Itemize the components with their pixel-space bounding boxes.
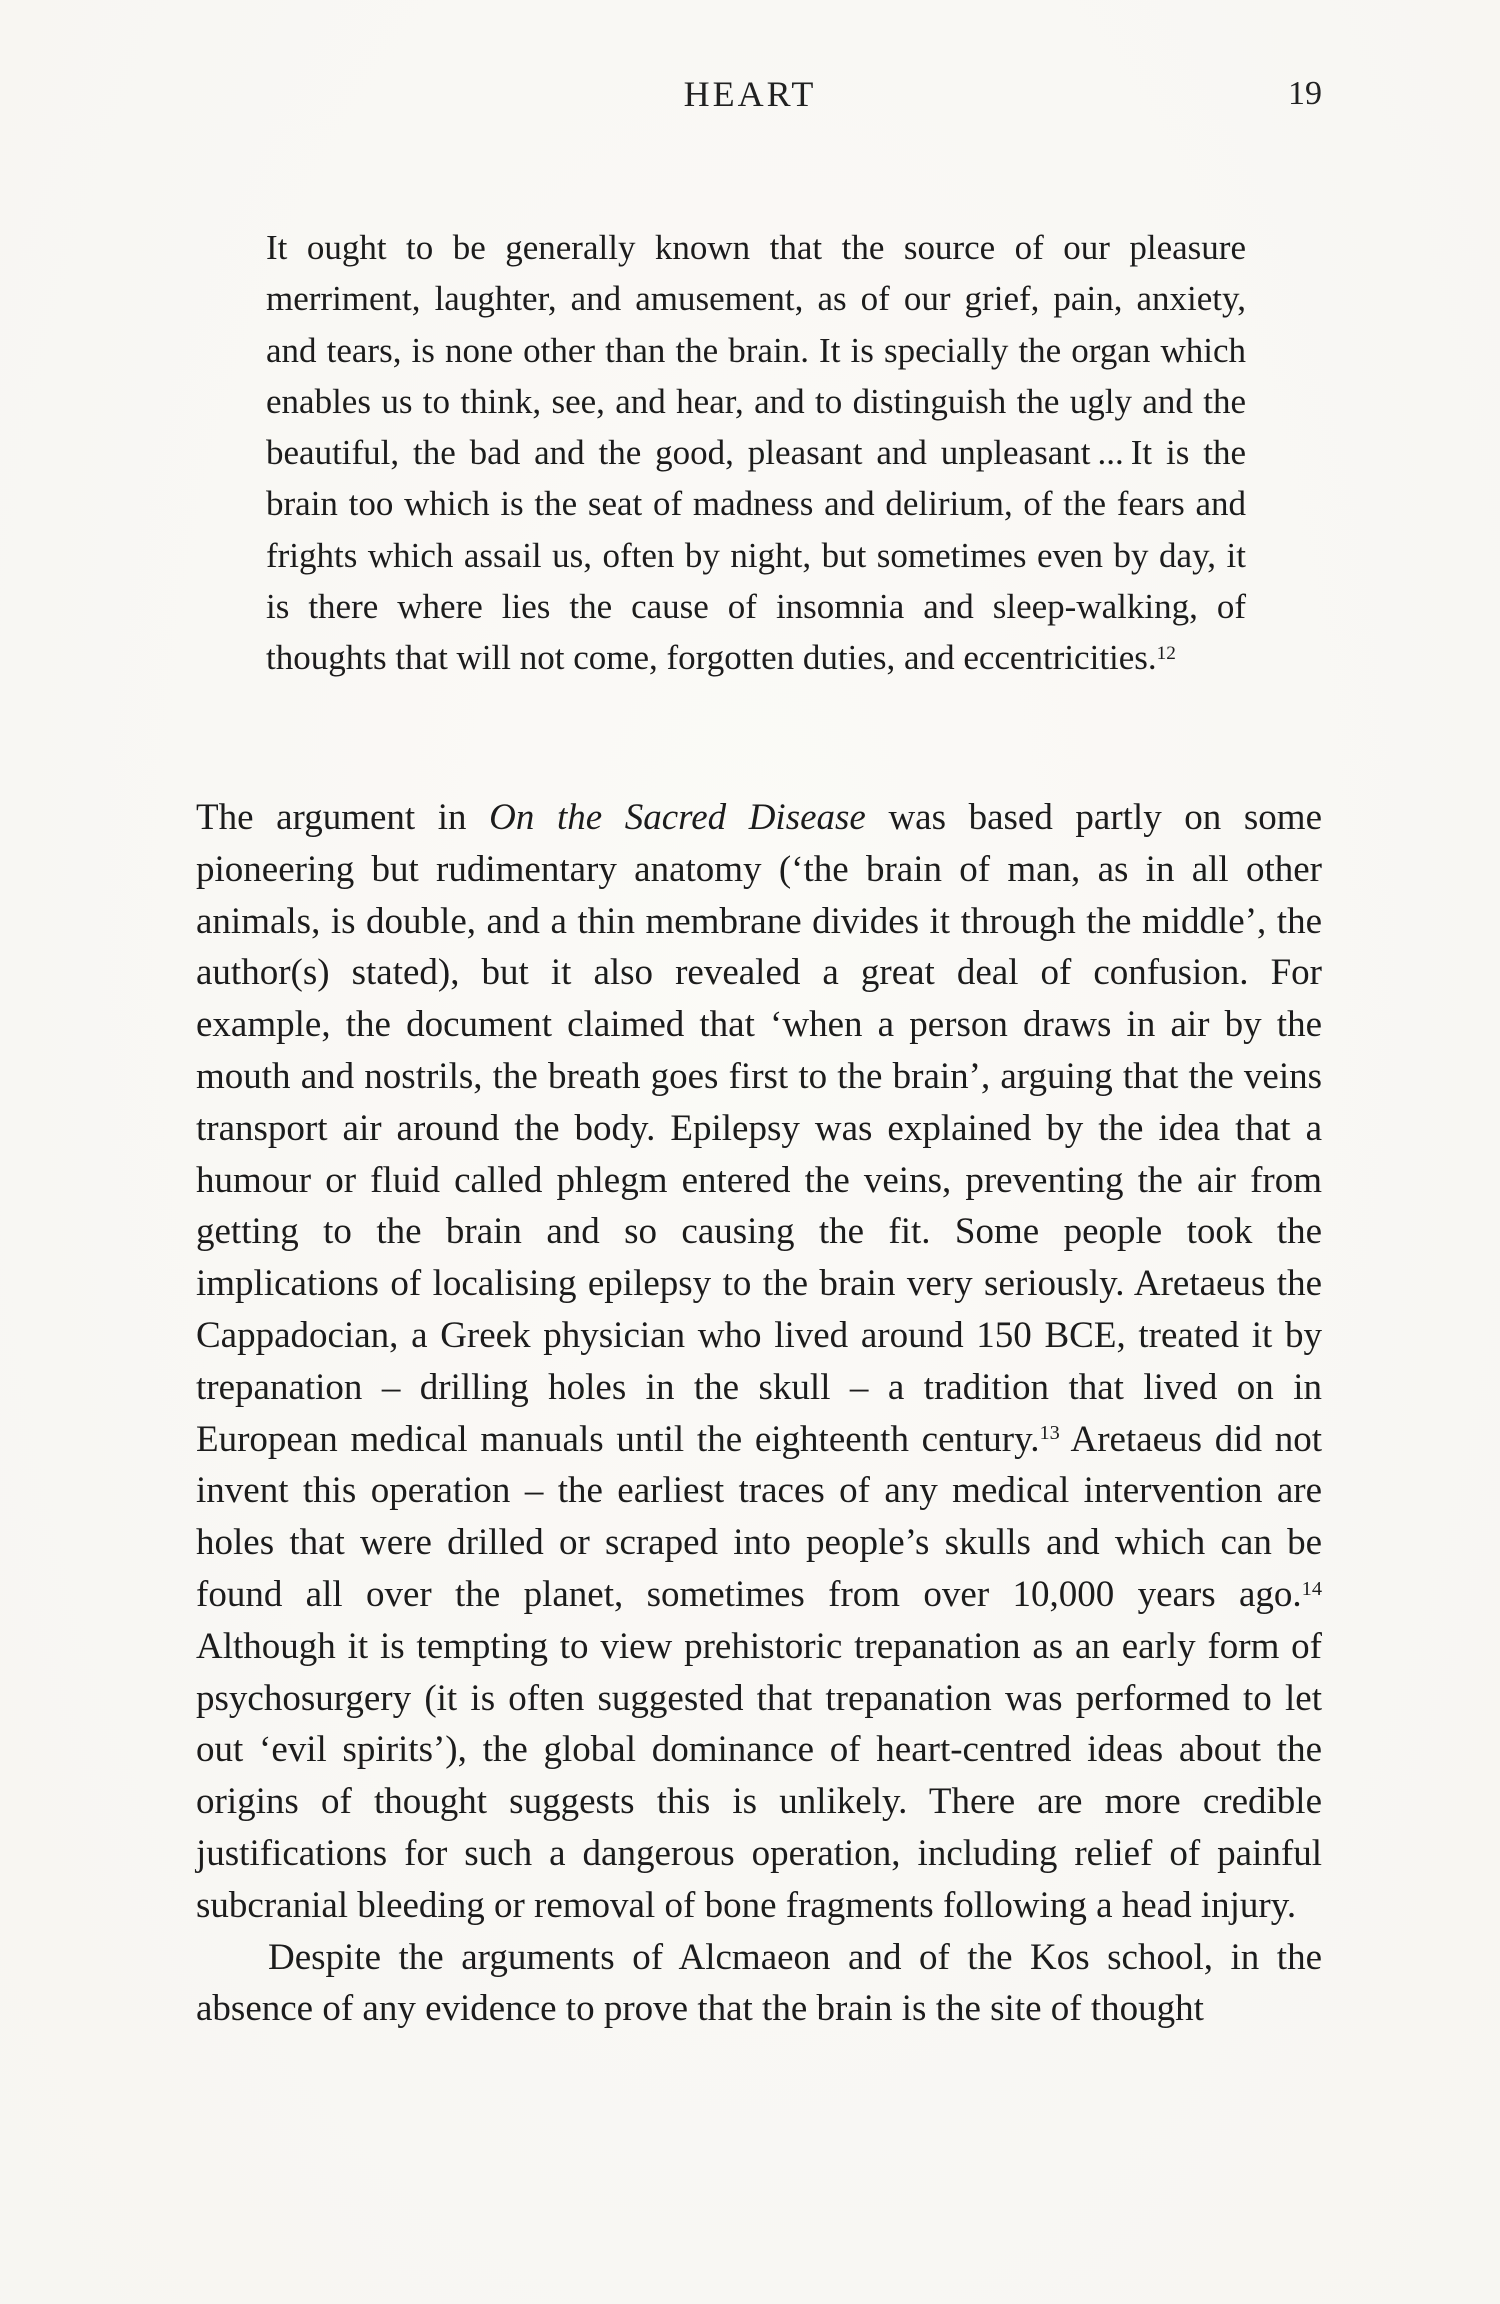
paragraph-text: was based partly on some pioneering but rudimentary anatomy (‘the brain of man, as in all other animals, is double, and a thin membrane divides it through the middle’, the author(s) stated), but it also revealed a great deal of confusion. For example, the document claimed that ‘when a person draws in air by the mouth and nostrils, the breath goes first to the brain’, arguing that the veins transport air around the body. Epilepsy was explained by the idea that a humour or fluid called phlegm entered the veins, preventing the air from getting to the brain and so causing the fit. Some people took the implications of localising epilepsy to the brain very seriously. Aretaeus the Cappadocian, a Greek physician who lived around 150 BCE, treated it by trepanation – drilling holes in the skull – a tradition that lived on in European medical manuals until the eighteenth century. [196,797,1322,1460]
paragraph-despite [196,1932,1322,2036]
block-quotation [266,222,1246,684]
paragraph-argument [196,792,1322,1932]
page-number: 19 [1288,75,1322,112]
running-head [0,72,1500,116]
quotation-text: It ought to be generally known that the source of our pleasure merriment, laughter, and amusement, as of our grief, pain, anxiety, and tears, is none other than the brain. It is specially the organ which enables us to think, see, and hear, and to distinguish the ugly and the beautiful, the bad and the good, pleasant and unpleasant ... It is the brain too which is the seat of madness and delirium, of the fears and frights which assail us, often by night, but sometimes even by day, it is there where lies the cause of insomnia and sleep-walking, of thoughts that will not come, forgotten duties, and eccentricities. [266,228,1246,678]
paragraph-text: The argument in [196,797,490,838]
footnote-ref-12: 12 [1156,642,1176,664]
body-text [196,792,1322,2035]
paragraph-text: Aretaeus did not invent this operation – the earliest traces of any medical intervention are holes that were drilled or scraped into people’s skulls and which can be found all over the planet, sometimes from over 10,000 years ago. [196,1418,1322,1615]
work-title: On the Sacred Disease [489,797,866,838]
running-head-title: HEART [683,74,817,114]
footnote-ref-13: 13 [1039,1422,1060,1445]
paragraph-text: Despite the arguments of Alcmaeon and of the Kos school, in the absence of any evidence to prove that the brain is the site of thought [196,1936,1322,2030]
footnote-ref-14: 14 [1301,1577,1322,1600]
paragraph-text: Although it is tempting to view prehistoric trepanation as an early form of psychosurgery (it is often suggested that trepanation was performed to let out ‘evil spirits’), the global dominance of heart-centred ideas about the origins of thought suggests this is unlikely. There are more credible justifications for such a dangerous operation, including relief of painful subcranial bleeding or removal of bone fragments following a head injury. [196,1625,1322,1926]
